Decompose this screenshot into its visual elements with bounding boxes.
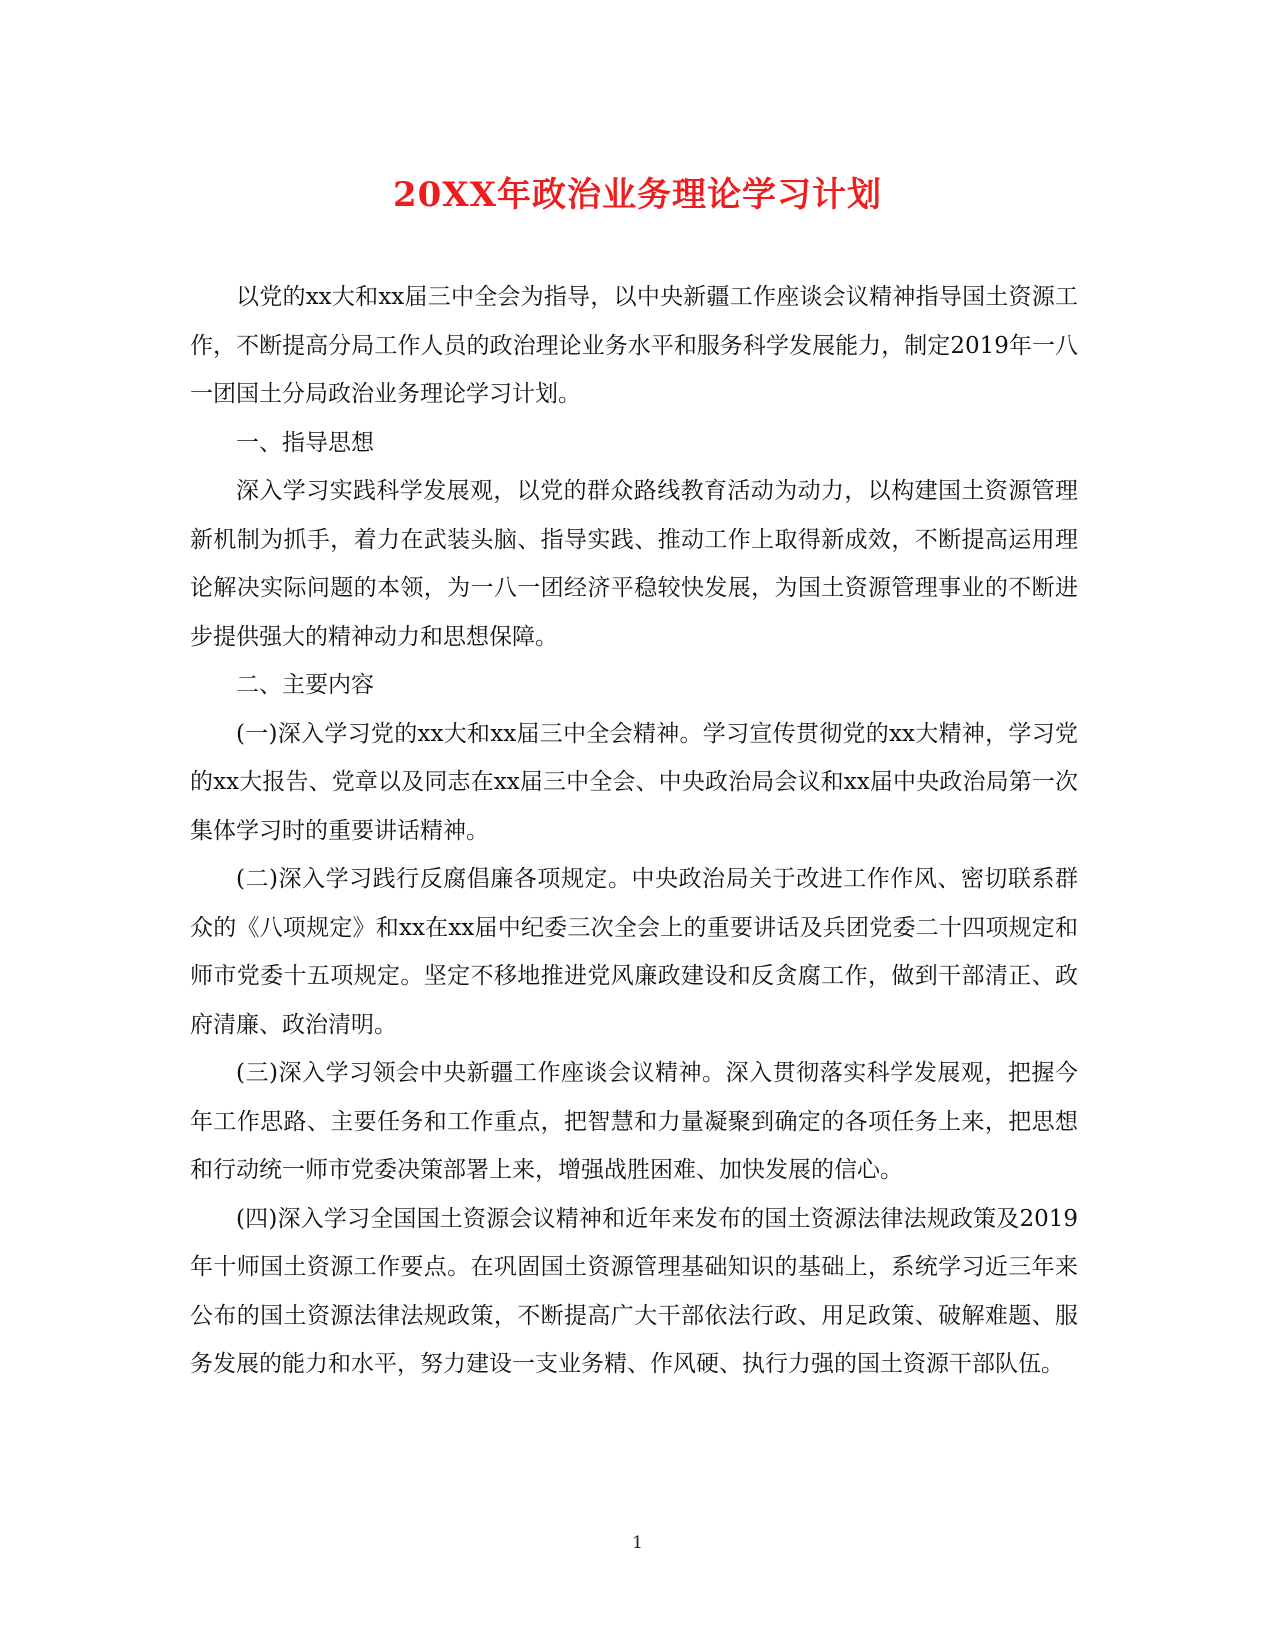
document-title: 20XX年政治业务理论学习计划 (392, 175, 883, 215)
section-heading-guiding-ideology: 一、指导思想 (236, 429, 374, 456)
content-item-3: (三)深入学习领会中央新疆工作座谈会议精神。深入贯彻落实科学发展观，把握今年工作思路、主要任务和工作重点，把智慧和力量凝聚到确定的各项任务上来，把思想和行动统一师市党委决策部署上来，增强战胜困难、加快发展的信心。 (190, 1060, 1078, 1183)
section-heading-main-content: 二、主要内容 (236, 672, 374, 698)
page-number: 1 (632, 1533, 643, 1553)
intro-paragraph: 以党的xx大和xx届三中全会为指导，以中央新疆工作座谈会议精神指导国土资源工作，不断提高分局工作人员的政治理论业务水平和服务科学发展能力，制定2019年一八一团国土分局政治业务理论学习计划。 (190, 284, 1078, 407)
guiding-ideology-paragraph: 深入学习实践科学发展观，以党的群众路线教育活动为动力，以构建国土资源管理新机制为抓手，着力在武装头脑、指导实践、推动工作上取得新成效，不断提高运用理论解决实际问题的本领，为一八一团经济平稳较快发展，为国土资源管理事业的不断进步提供强大的精神动力和思想保障。 (190, 478, 1078, 650)
document-body (190, 273, 1078, 1389)
content-item-2: (二)深入学习践行反腐倡廉各项规定。中央政治局关于改进工作作风、密切联系群众的《八项规定》和xx在xx届中纪委三次全会上的重要讲话及兵团党委二十四项规定和师市党委十五项规定。坚定不移地推进党风廉政建设和反贪腐工作，做到干部清正、政府清廉、政治清明。 (190, 866, 1078, 1038)
content-item-1: (一)深入学习党的xx大和xx届三中全会精神。学习宣传贯彻党的xx大精神，学习党的xx大报告、党章以及同志在xx届三中全会、中央政治局会议和xx届中央政治局第一次集体学习时的重要讲话精神。 (190, 720, 1078, 844)
content-item-4: (四)深入学习全国国土资源会议精神和近年来发布的国土资源法律法规政策及2019年十师国土资源工作要点。在巩固国土资源管理基础知识的基础上，系统学习近三年来公布的国土资源法律法规政策，不断提高广大干部依法行政、用足政策、破解难题、服务发展的能力和水平，努力建设一支业务精、作风硬、执行力强的国土资源干部队伍。 (190, 1205, 1078, 1377)
